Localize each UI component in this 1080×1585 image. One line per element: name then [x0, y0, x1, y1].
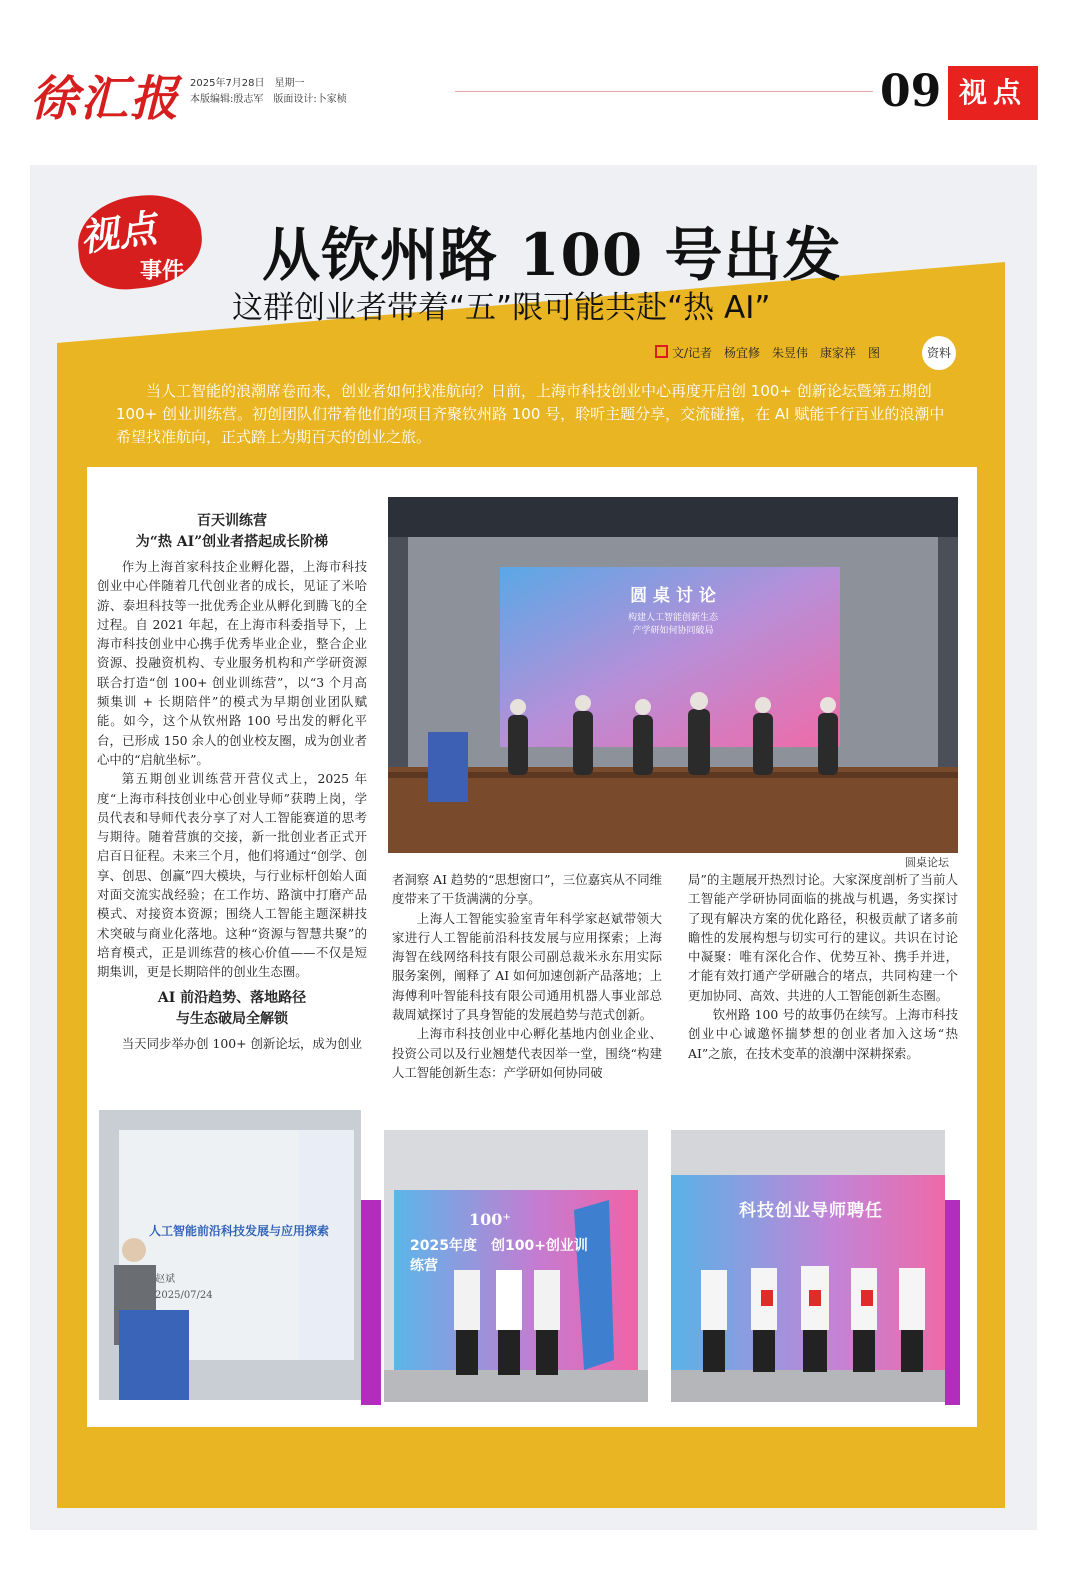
- section1-heading: 百天训练营 为“热 AI”创业者搭起成长阶梯: [135, 513, 329, 550]
- page-number: 09: [880, 66, 942, 117]
- paragraph: 局”的主题展开热烈讨论。大家深度剖析了当前人工智能产学研协同面临的挑战与机遇，务实探讨了现有解决方案的优化路径，积极贡献了诸多前瞻性的发展构想与切实可行的建议。共识在讨论中凝聚：唯有深化合作、优势互补、携手并进，才能有效打通产学研融合的堵点，共同构建一个更加协同、高效、共进的人工智能创新生态圈。: [688, 872, 958, 1003]
- article-title: 从钦州路 100 号出发: [262, 221, 842, 289]
- paragraph: 上海市科技创业中心孵化基地内创业企业、投资公司以及行业翘楚代表因举一堂，围绕“构建人工智能创新生态：产学研如何协同破: [392, 1026, 662, 1080]
- stamp-text-bottom: 事件: [140, 258, 185, 284]
- lead-paragraph: 当人工智能的浪潮席卷而来，创业者如何找准航向？日前，上海市科技创业中心再度开启创 100+ 创新论坛暨第五期创 100+ 创业训练营。初创团队们带着他们的项目齐聚钦州路 100 号，聆听主题分享，交流碰撞，在 AI 赋能千行百业的浪潮中希望找准航向，正式踏上为期百天的创业之旅。: [116, 382, 945, 446]
- byline-tail: 资料: [922, 336, 956, 370]
- photo-mentor-appointment: [671, 1130, 945, 1402]
- masthead-rule: [455, 91, 873, 92]
- article-subtitle: 这群创业者带着“五”限可能共赴“热 AI”: [232, 290, 771, 326]
- paragraph: 上海人工智能实验室青年科学家赵斌带领大家进行人工智能前沿科技发展与应用探索；上海海智在线网络科技有限公司副总裁米永东用实际服务案例，阐释了 AI 如何加速创新产品落地；上海傅利叶智能科技有限公司通用机器人事业部总裁周斌探讨了具身智能的发展趋势与范式创新。: [392, 910, 662, 1023]
- masthead-meta: [190, 76, 347, 108]
- slide-date: 2025/07/24: [155, 1290, 213, 1301]
- section-label: 视点: [948, 66, 1038, 120]
- paragraph: 作为上海首家科技企业孵化器，上海市科技创业中心伴随着几代创业者的成长，见证了米哈游、泰坦科技等一批优秀企业从孵化到腾飞的全过程。自 2021 年起，在上海市科委指导下，上海市科技创业中心携手优秀毕业企业，整合企业资源、投融资机构、专业服务机构和产学研资源联合打造“创 100+ 创业训练营”，以“3 个月高频集训 + 长期陪伴”的模式为早期创业团队赋能。如今，这个从钦州路 100 号出发的孵化平台，已形成 150 余人的创业校友圈，成为创业者心中的“启航坐标”。: [97, 559, 367, 767]
- editor-credits: 本版编辑:殷志军 版面设计:卜家桢: [190, 94, 347, 105]
- paragraph: 当天同步举办创 100+ 创新论坛，成为创业: [121, 1035, 362, 1051]
- newspaper-logo: 徐汇报: [30, 71, 181, 127]
- photo-caption: 圆桌论坛: [905, 856, 949, 869]
- banner-text: 2025年度 创100+创业训练营: [410, 1238, 588, 1274]
- photo-speaker: [99, 1110, 361, 1400]
- stamp-text-top: 视点: [77, 204, 160, 261]
- byline: [655, 344, 880, 361]
- issue-date: 2025年7月28日 星期一: [190, 78, 305, 89]
- photo-frame-accent: [361, 1200, 381, 1405]
- paragraph: 者洞察 AI 趋势的“思想窗口”，三位嘉宾从不同维度带来了干货满满的分享。: [392, 872, 662, 907]
- column-1: [97, 505, 367, 1053]
- column-2: [392, 870, 662, 1082]
- screen-title: 圆 桌 讨 论: [630, 586, 716, 606]
- photo-roundtable: [388, 497, 958, 853]
- banner-logo: 100⁺: [469, 1210, 511, 1229]
- section2-heading: AI 前沿趋势、落地路径 与生态破局全解锁: [157, 989, 307, 1027]
- paragraph: 钦州路 100 号的故事仍在续写。上海市科技创业中心诚邀怀揣梦想的创业者加入这场“热 AI”之旅，在技术变革的浪潮中深耕探索。: [688, 1007, 958, 1061]
- photo-frame-accent: [945, 1200, 960, 1405]
- slide-speaker: 赵斌: [155, 1274, 175, 1285]
- banner-text: 科技创业导师聘任: [739, 1201, 883, 1221]
- byline-marker-icon: [655, 345, 668, 358]
- paragraph: 第五期创业训练营开营仪式上，2025 年度“上海市科技创业中心创业导师”获聘上岗，学员代表和导师代表分享了对人工智能赛道的思考与期待。随着营旗的交接，新一批创业者正式开启百日征程。未来三个月，他们将通过“创学、创享、创思、创赢”四大模块，与行业标杆创始人面对面交流实战经验；在工作坊、路演中打磨产品模式、对接资本资源；围绕人工智能主题深耕技术突破与商业化落地。这种“资源与智慧共聚”的培育模式，正是训练营的核心价值——不仅是短期集训，更是长期陪伴的创业生态圈。: [97, 771, 367, 980]
- slide-title: 人工智能前沿科技发展与应用探索: [149, 1224, 330, 1238]
- screen-subtitle: 构建人工智能创新生态 产学研如何协同破局: [627, 613, 718, 636]
- byline-text: 文/记者 杨宜修 朱昱伟 康家祥 图: [672, 346, 881, 360]
- photo-flag-handover: [384, 1130, 648, 1402]
- column-3: [688, 870, 958, 1063]
